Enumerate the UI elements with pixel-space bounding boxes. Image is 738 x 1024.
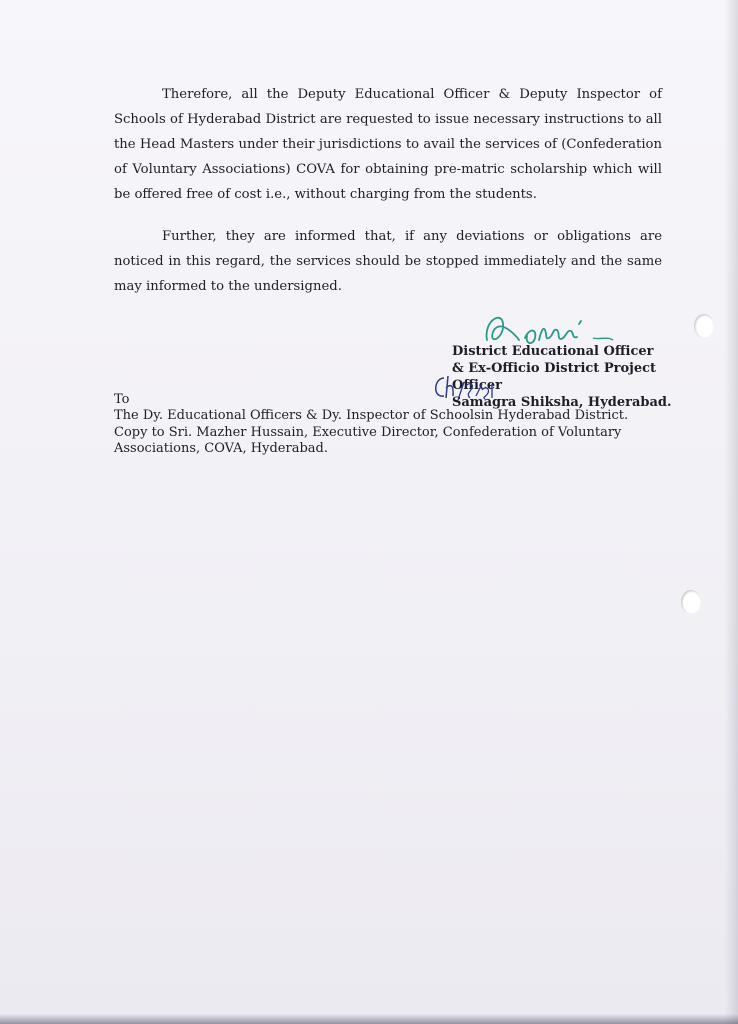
bleed-through-text: [60, 40, 670, 57]
punch-hole-bottom: [681, 590, 701, 614]
copy-to-line: Copy to Sri. Mazher Hussain, Executive Director, Confederation of Voluntary Associations, COVA, Hyderabad.: [114, 424, 622, 456]
signatory-office: Samagra Shiksha, Hyderabad.: [452, 395, 672, 410]
recipient-line: The Dy. Educational Officers & Dy. Inspector of Schoolsin Hyderabad District.: [114, 408, 629, 423]
to-label: To: [114, 392, 130, 407]
paragraph-instructions: Therefore, all the Deputy Educational Officer & Deputy Inspector of Schools of Hyderabad District are requested to issue necessary instructions to all the Head Masters under their jurisdictions to avail the services of (Confederation of Voluntary Associations) COVA for obtaining pre-matric scholarship which will be offered free of cost i.e., without charging from the students.: [114, 87, 662, 202]
signatory-role: & Ex-Officio District Project Officer: [452, 361, 657, 393]
scan-edge-shadow: [724, 0, 738, 1024]
scan-bottom-edge: [0, 1014, 738, 1024]
paragraph-deviations: Further, they are informed that, if any deviations or obligations are noticed in this regard, the services should be stopped immediately and the same may informed to the undersigned.: [114, 229, 662, 294]
address-block: [114, 408, 664, 458]
handwritten-initials: [430, 372, 500, 406]
signatory-title: District Educational Officer: [452, 344, 654, 359]
punch-hole-top: [694, 314, 714, 338]
